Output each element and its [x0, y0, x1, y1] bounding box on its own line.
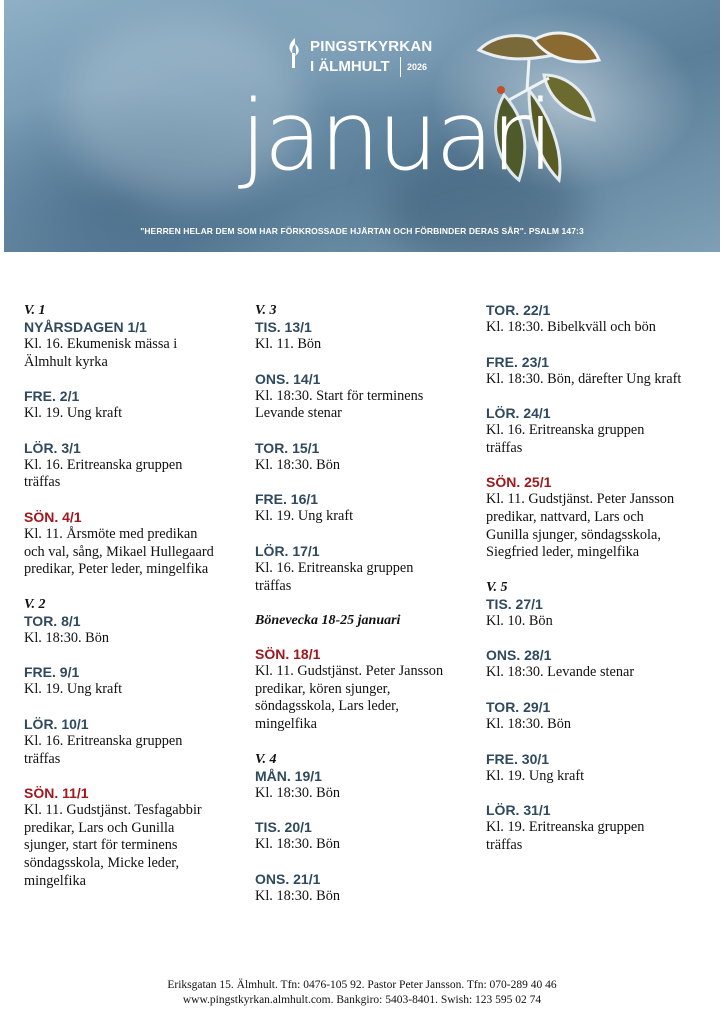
sunday-heading: SÖN. 4/1 [24, 508, 82, 525]
brand-name: PINGSTKYRKAN [310, 38, 433, 55]
day-heading: LÖR. 31/1 [486, 802, 551, 819]
event-text: Kl. 19. Ung kraft [486, 767, 585, 784]
event-text: Levande stenar [255, 405, 342, 422]
footer-contact [0, 978, 724, 1008]
spacer [255, 802, 475, 819]
bible-verse: "HERREN HELAR DEM SOM HAR FÖRKROSSADE HJÄRTAN OCH FÖRBINDER DERAS SÅR". PSALM 147:3 [140, 226, 584, 236]
event-text: Kl. 16. Eritreanska gruppen [24, 732, 183, 749]
event-text: Kl. 18:30. Levande stenar [486, 664, 635, 681]
day-heading: LÖR. 3/1 [24, 439, 81, 456]
event-text: Kl. 16. Eritreanska gruppen [24, 456, 183, 473]
event-text: Kl. 11. Gudstjänst. Tesfagabbir [24, 802, 202, 819]
day-heading: ONS. 28/1 [486, 647, 552, 664]
event-text: och val, sång, Mikael Hullegaard [24, 543, 214, 560]
event-text: Siegfried leder, mingelfika [486, 544, 640, 561]
day-heading: FRE. 23/1 [486, 353, 550, 370]
event-text: Gunilla sjunger, söndagsskola, [486, 526, 661, 543]
day-heading: TOR. 15/1 [255, 439, 320, 456]
brand-divider [400, 57, 401, 77]
prayer-week-note: Bönevecka 18-25 januari [255, 613, 401, 629]
day-heading: FRE. 2/1 [24, 388, 80, 405]
spacer [486, 562, 716, 579]
event-text: Kl. 16. Eritreanska gruppen [255, 559, 414, 576]
event-text: Kl. 18:30. Bön [255, 784, 340, 801]
event-text: söndagsskola, Lars leder, [255, 698, 399, 715]
day-heading: LÖR. 10/1 [24, 715, 89, 732]
event-text: söndagsskola, Micke leder, [24, 854, 180, 871]
day-heading: TIS. 13/1 [255, 319, 312, 335]
event-text: Kl. 19. Eritreanska gruppen [486, 819, 645, 836]
event-text: predikar, nattvard, Lars och [486, 508, 644, 525]
event-text: träffas [24, 750, 61, 767]
sunday-heading: SÖN. 18/1 [255, 646, 321, 663]
spacer [255, 629, 475, 646]
event-text: träffas [486, 439, 523, 456]
event-text: predikar, Peter leder, mingelfika [24, 561, 209, 578]
brand-location: I ÄLMHULT [310, 58, 390, 75]
event-text: Kl. 16. Ekumenisk mässa i [24, 336, 178, 352]
event-text: träffas [24, 474, 61, 491]
brand-year: 2026 [407, 62, 428, 72]
day-heading: TIS. 27/1 [486, 595, 543, 612]
event-text: Kl. 18:30. Bön [486, 715, 571, 732]
event-text: träffas [486, 836, 523, 853]
day-heading: ONS. 14/1 [255, 370, 321, 387]
event-text: Kl. 11. Årsmöte med predikan [24, 525, 198, 542]
calendar-column-2 [255, 302, 475, 905]
spacer [24, 699, 239, 716]
event-text: Kl. 11. Gudstjänst. Peter Jansson [255, 663, 444, 680]
event-text: predikar, kören sjunger, [255, 680, 391, 697]
day-heading: FRE. 9/1 [24, 664, 80, 681]
week-label: V. 5 [486, 579, 508, 595]
spacer [255, 354, 475, 371]
spacer [486, 337, 716, 354]
day-heading: LÖR. 17/1 [255, 542, 320, 559]
flame-cross-icon [286, 38, 302, 68]
event-text: Kl. 10. Bön [486, 612, 553, 629]
event-text: Kl. 18:30. Bön [255, 836, 340, 853]
day-heading: LÖR. 24/1 [486, 405, 551, 422]
calendar-column-1 [24, 302, 239, 890]
footer-web-payment: www.pingstkyrkan.almhult.com. Bankgiro: 5403-8401. Swish: 123 595 02 74 [182, 994, 542, 1006]
calendar-column-3 [486, 302, 716, 854]
event-text: Kl. 18:30. Bön [255, 887, 340, 904]
week-label: V. 4 [255, 751, 277, 767]
spacer [486, 630, 716, 647]
day-heading: TOR. 29/1 [486, 698, 551, 715]
sunday-heading: SÖN. 11/1 [24, 785, 89, 802]
event-text: sjunger, start för terminens [24, 837, 178, 854]
spacer [255, 423, 475, 440]
event-text: Kl. 18:30. Start för terminens [255, 387, 424, 404]
spacer [24, 371, 239, 388]
spacer [255, 474, 475, 491]
spacer [255, 734, 475, 751]
event-text: Kl. 19. Ung kraft [24, 405, 123, 422]
spacer [255, 854, 475, 871]
event-text: Kl. 19. Ung kraft [24, 681, 123, 698]
spacer [255, 526, 475, 543]
day-heading: ONS. 21/1 [255, 870, 321, 887]
event-text: Kl. 18:30. Bön [24, 629, 109, 646]
footer-address: Eriksgatan 15. Älmhult. Tfn: 0476-105 92. Pastor Peter Jansson. Tfn: 070-289 40 46 [167, 979, 557, 991]
day-heading: FRE. 16/1 [255, 491, 319, 508]
event-text: Kl. 11. Gudstjänst. Peter Jansson [486, 491, 675, 508]
day-heading: TIS. 20/1 [255, 819, 312, 836]
month-title: januari [240, 80, 552, 192]
week-label: V. 3 [255, 303, 277, 318]
spacer [24, 492, 239, 509]
event-text: Kl. 18:30. Bön, därefter Ung kraft [486, 370, 682, 387]
event-text: Kl. 18:30. Bön [255, 456, 340, 473]
day-heading: TOR. 8/1 [24, 612, 81, 629]
day-heading: TOR. 22/1 [486, 302, 551, 318]
spacer [24, 579, 239, 596]
event-text: mingelfika [24, 872, 86, 889]
sunday-heading: SÖN. 25/1 [486, 474, 552, 491]
event-text: Kl. 16. Eritreanska gruppen [486, 422, 645, 439]
spacer [486, 388, 716, 405]
day-heading: FRE. 30/1 [486, 750, 550, 767]
spacer [486, 682, 716, 699]
event-text: Älmhult kyrka [24, 353, 108, 370]
week-label: V. 2 [24, 596, 46, 612]
spacer [255, 595, 475, 612]
day-heading: NYÅRSDAGEN 1/1 [24, 319, 147, 335]
event-text: Kl. 19. Ung kraft [255, 508, 354, 525]
event-text: Kl. 11. Bön [255, 336, 322, 352]
event-text: mingelfika [255, 715, 317, 732]
spacer [486, 457, 716, 474]
spacer [486, 734, 716, 751]
spacer [24, 768, 239, 785]
header-banner [4, 0, 720, 252]
event-text: Kl. 18:30. Bibelkväll och bön [486, 319, 656, 335]
spacer [24, 423, 239, 440]
week-label: V. 1 [24, 303, 46, 318]
spacer [24, 647, 239, 664]
day-heading: MÅN. 19/1 [255, 767, 322, 784]
event-text: predikar, Lars och Gunilla [24, 819, 175, 836]
spacer [486, 785, 716, 802]
event-text: träffas [255, 577, 292, 594]
